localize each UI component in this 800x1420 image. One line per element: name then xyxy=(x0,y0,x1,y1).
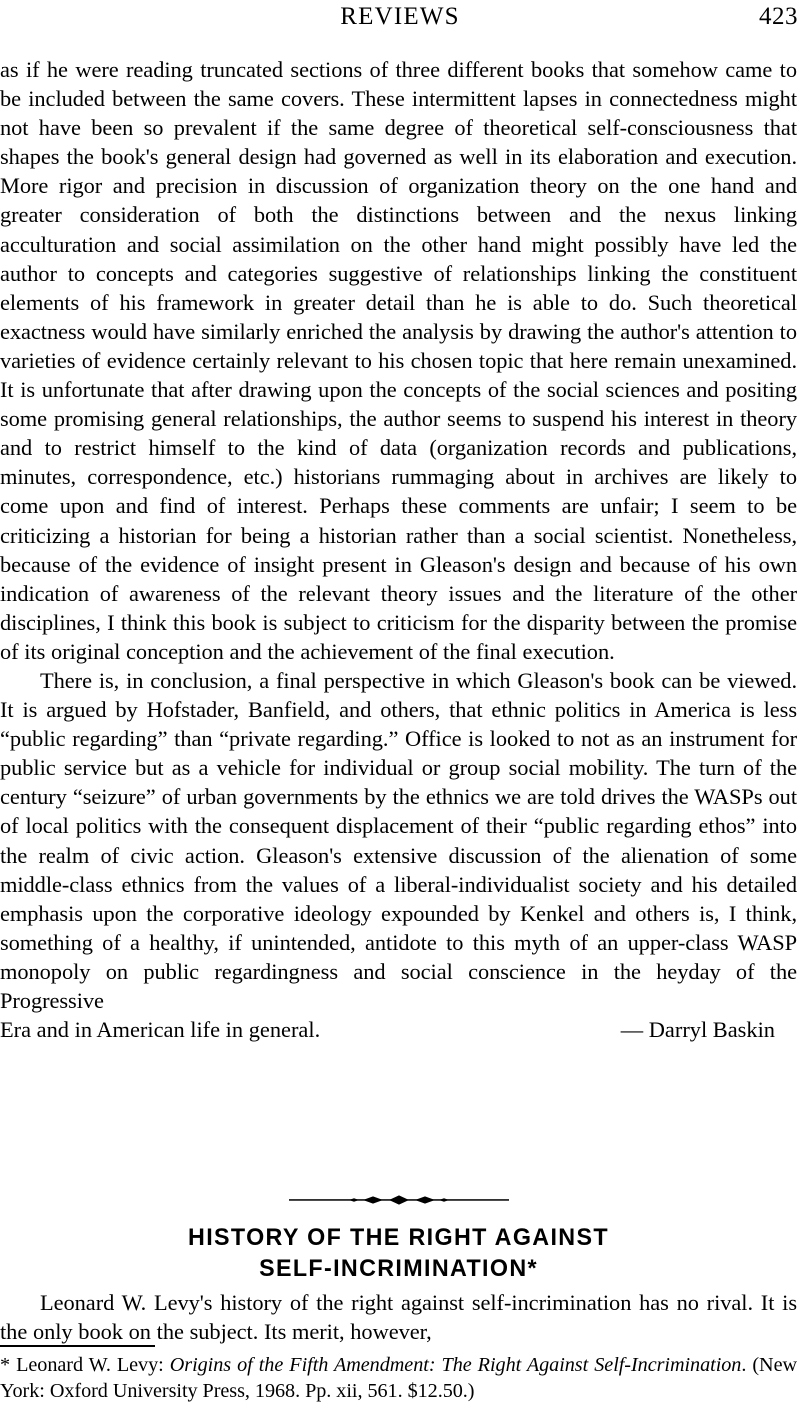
footnote xyxy=(0,1352,797,1404)
running-head xyxy=(0,2,800,36)
review-opening-paragraph: Leonard W. Levy's history of the right against self-incrimination has no rival. It is the only book on the subject. Its merit, however, xyxy=(0,1290,797,1345)
footnote-publication: . (New York: Oxford University Press, 1968. Pp. xii, 561. $12.50.) xyxy=(0,1354,798,1402)
footnote-title-part-1: Origins of the Fifth Amendment: The Right Against xyxy=(169,1354,589,1376)
footnote-marker: * xyxy=(0,1354,11,1376)
paragraph-conclusion-lastline-text: Era and in American life in general. xyxy=(0,1017,321,1043)
review-opening xyxy=(0,1288,797,1346)
review-author-signature: — Darryl Baskin xyxy=(620,1017,775,1043)
article-title-line-1: HISTORY OF THE RIGHT AGAINST xyxy=(188,1224,609,1251)
paragraph-continued: as if he were reading truncated sections of three different books that somehow came to be included between the same covers. These intermittent lapses in connectedness might not have been so prevalent if the same degree of theoretical self-consciousness that shapes the book's general design had governed as well in its elaboration and execution. More rigor and precision in discussion of organization theory on the one hand and greater consideration of both the distinctions between and the nexus linking acculturation and social assimilation on the other hand might possibly have led the author to concepts and categories suggestive of relationships linking the constituent elements of his framework in greater detail than he is able to do. Such theoretical exactness would have similarly enriched the analysis by drawing the author's attention to varieties of evidence certainly relevant to his chosen topic that here remain unexamined. It is unfortunate that after drawing upon the concepts of the social sciences and positing some promising general relationships, the author seems to suspend his interest in theory and to restrict himself to the kind of data (organization records and publications, minutes, correspondence, etc.) historians rummaging about in archives are likely to come upon and find of interest. Perhaps these comments are unfair; I seem to be criticizing a historian for being a historian rather than a social scientist. Nonetheless, because of the evidence of insight present in Gleason's design and because of his own indication of awareness of the relevant theory issues and the literature of the other disciplines, I think this book is subject to criticism for the disparity between the promise of its original conception and the achievement of the final execution. xyxy=(0,57,797,664)
paragraph-conclusion: There is, in conclusion, a final perspective in which Gleason's book can be viewed. It is argued by Hofstader, Banfield, and others, that ethnic politics in America is less “public regarding” than “private regarding.” Office is looked to not as an instrument for public service but as a vehicle for individual or group social mobility. The turn of the century “seizure” of urban governments by the ethnics we are told drives the WASPs out of local politics with the consequent displacement of their “public regarding ethos” into the realm of civic action. Gleason's extensive discussion of the alienation of some middle-class ethnics from the values of a liberal-individualist society and his detailed emphasis upon the corporative ideology expounded by Kenkel and others is, I think, something of a healthy, if unintended, antidote to this myth of an upper-class WASP monopoly on public regardingness and social conscience in the heyday of the Progressive xyxy=(0,667,797,1013)
paragraph-conclusion-lastline xyxy=(0,1015,797,1044)
body-text-block xyxy=(0,55,797,1044)
diamond-rule-ornament-icon xyxy=(289,1194,509,1206)
article-title-line-2: SELF-INCRIMINATION* xyxy=(259,1255,538,1282)
page-number: 423 xyxy=(759,3,798,30)
footnote-separator xyxy=(0,1345,155,1347)
section-divider xyxy=(0,1193,797,1207)
running-head-title: REVIEWS xyxy=(340,3,460,30)
footnote-author: Leonard W. Levy: xyxy=(16,1354,164,1376)
article-title xyxy=(0,1222,797,1284)
footnote-title-part-2: Self-Incrimination xyxy=(594,1354,742,1376)
